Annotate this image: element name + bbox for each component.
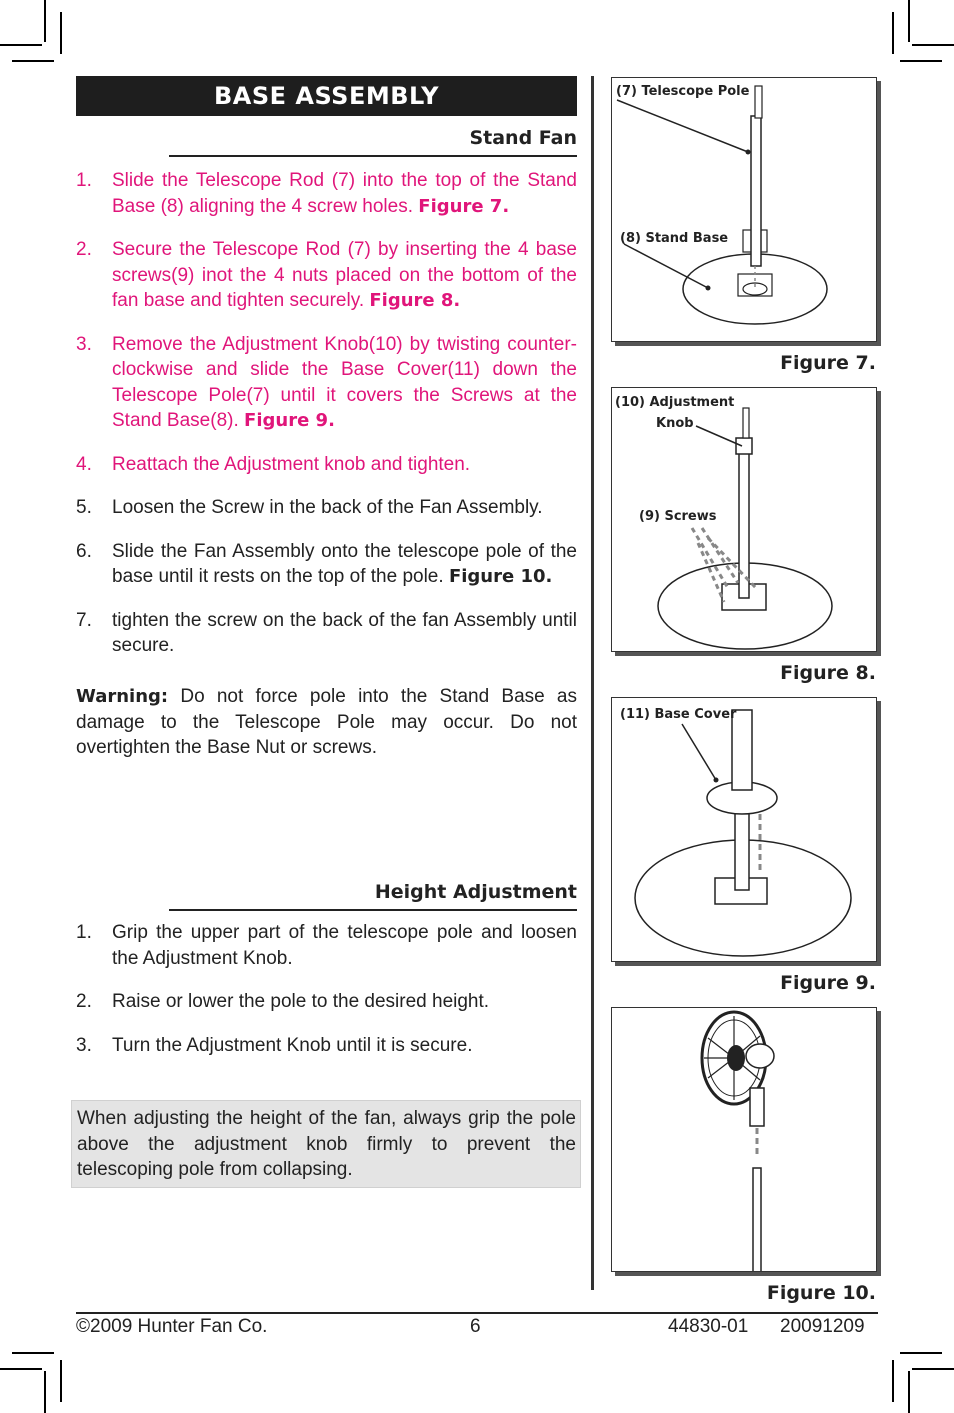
crop-mark [60,12,62,54]
crop-mark [912,1368,954,1370]
crop-mark [0,1368,42,1370]
list-item [76,608,577,659]
label-telescope-pole: (7) Telescope Pole [616,84,750,99]
step-text: Turn the Adjustment Knob until it is secure. [112,1034,473,1056]
step-number: 3. [76,1034,92,1056]
crop-mark [900,60,942,62]
label-stand-base: (8) Stand Base [620,231,729,246]
footer-doc-code: 44830-01 [668,1316,749,1337]
list-item [76,989,577,1015]
step-number: 6. [76,540,92,562]
step-number: 1. [76,170,92,191]
stand-fan-steps [76,168,577,659]
step-text: Reattach the Adjustment knob and tighten. [112,453,471,475]
footer-page-number: 6 [470,1316,481,1337]
step-number: 2. [76,239,92,260]
step-text: Slide the Fan Assembly onto the telescope pole of the base until it rests on the top of the pole. [112,540,577,587]
step-number: 3. [76,333,92,355]
step-text: Raise or lower the pole to the desired height. [112,991,490,1012]
step-number: 2. [76,991,92,1012]
figure-reference: Figure 10. [448,566,553,587]
crop-mark [0,44,42,46]
figure-reference: Figure 7. [418,195,510,217]
step-number: 5. [76,497,92,518]
step-number: 4. [76,453,92,475]
list-item [76,920,577,971]
list-item [76,1033,577,1059]
label-adjustment-knob-line2: Knob [656,416,694,431]
column-divider [591,76,594,1290]
height-adjustment-steps [76,920,577,1058]
figure-8-caption: Figure 8. [780,662,876,684]
list-item [76,495,577,521]
figure-reference: Figure 8. [369,290,461,311]
crop-mark [44,0,46,42]
footer-date: 20091209 [780,1316,865,1337]
figure-7-box [611,77,877,342]
crop-mark [908,1371,910,1413]
step-text: Remove the Adjustment Knob(10) by twisting counter-clockwise and slide the Base Cover(11) down the Telescope Pole(7) until it covers the Screws at the Stand Base(8). [112,333,577,431]
warning-paragraph [76,684,577,761]
crop-mark [912,44,954,46]
figure-7-illustration [612,78,877,342]
figure-10-illustration [612,1008,877,1272]
step-text: Slide the Telescope Rod (7) into the top of the Stand Base (8) aligning the 4 screw holes. [112,170,577,217]
figure-reference: Figure 9. [244,410,335,431]
figure-9-caption: Figure 9. [780,972,876,994]
crop-mark [44,1371,46,1413]
step-number: 1. [76,922,92,943]
footer-copyright: ©2009 Hunter Fan Co. [76,1316,268,1337]
label-base-cover: (11) Base Cover [620,707,737,722]
section-title: BASE ASSEMBLY [76,76,577,116]
figure-8-illustration [612,388,877,652]
height-adjustment-rule [169,909,577,911]
figure-9-box [611,697,877,962]
list-item [76,539,577,590]
step-text: Secure the Telescope Rod (7) by inserting the 4 base screws(9) inot the 4 nuts placed on the bottom of the fan base and tighten securely. [112,239,577,311]
crop-mark [900,1352,942,1354]
figure-10-box [611,1007,877,1272]
crop-mark [12,60,54,62]
footer-rule [76,1312,878,1314]
list-item [76,332,577,434]
figure-8-box [611,387,877,652]
crop-mark [908,0,910,42]
step-text: Grip the upper part of the telescope pole and loosen the Adjustment Knob. [112,922,577,969]
stand-fan-rule [169,155,577,157]
note-box: When adjusting the height of the fan, always grip the pole above the adjustment knob firmly to prevent the telescoping pole from collapsing. [71,1100,581,1188]
figure-9-illustration [612,698,877,962]
list-item [76,452,577,478]
figure-10-caption: Figure 10. [766,1282,876,1304]
label-adjustment-knob-line1: (10) Adjustment [615,395,735,410]
crop-mark [12,1352,54,1354]
step-text: Loosen the Screw in the back of the Fan Assembly. [112,497,543,518]
list-item [76,168,577,219]
step-text: tighten the screw on the back of the fan Assembly until secure. [112,609,577,656]
crop-mark [60,1360,62,1402]
list-item [76,237,577,314]
stand-fan-heading: Stand Fan [469,127,577,149]
height-adjustment-heading: Height Adjustment [374,881,577,903]
label-screws: (9) Screws [639,509,717,524]
crop-mark [892,12,894,54]
step-number: 7. [76,609,92,631]
crop-mark [892,1360,894,1402]
warning-text: Do not force pole into the Stand Base as damage to the Telescope Pole may occur. Do not overtighten the Base Nut or screws. [76,686,577,758]
figure-7-caption: Figure 7. [780,352,876,374]
warning-label: Warning: [76,686,169,707]
